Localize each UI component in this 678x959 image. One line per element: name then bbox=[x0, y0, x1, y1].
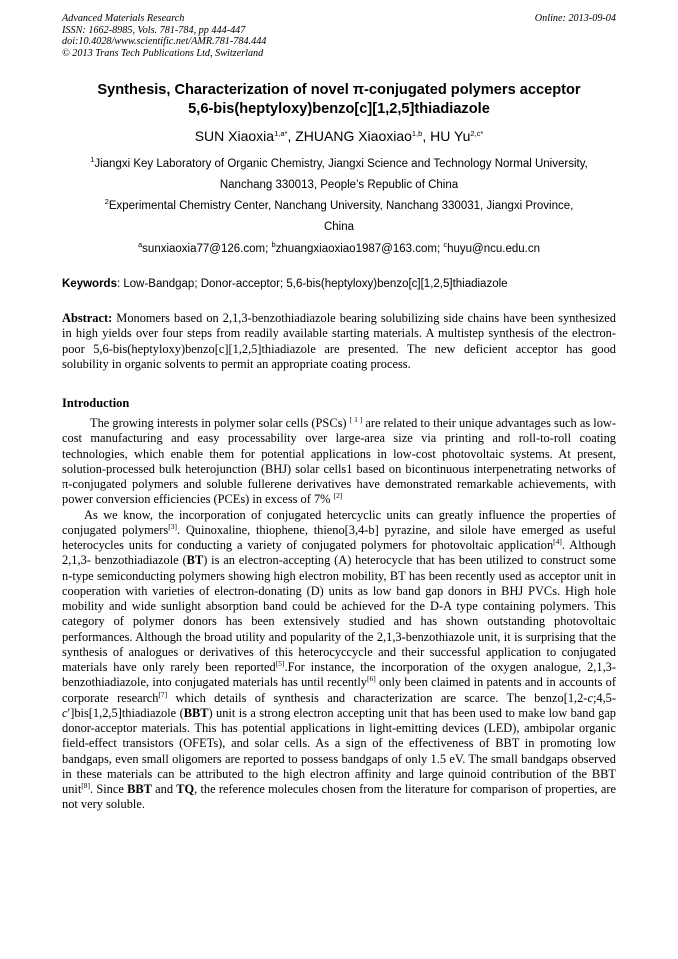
citation: [5] bbox=[275, 659, 285, 668]
compound-abbrev: BBT bbox=[127, 782, 152, 796]
affiliation-2-line-1 bbox=[62, 197, 616, 212]
abstract-label: Abstract: bbox=[62, 311, 113, 325]
title-line-2: 5,6-bis(heptyloxy)benzo[c][1,2,5]thiadiazole bbox=[188, 101, 490, 117]
journal-header bbox=[62, 13, 616, 59]
paper-title bbox=[62, 81, 616, 119]
email-address[interactable]: sunxiaoxia77@126.com; bbox=[142, 243, 272, 255]
online-date: Online: 2013-09-04 bbox=[534, 13, 616, 24]
paragraph: The growing interests in polymer solar cells (PSCs) [ 1 ] are related to their unique advantages such as low-cost manufacturing and easy processability over large-area size via printing and roll-to-roll coating technologies, which enable them for potential applications in low-cost photovoltaic systems. At present, solution-processed bulk heterojunction (BHJ) solar cells1 based on bicontinuous interpenetrating networks of π-conjugated polymers and soluble fullerene derivatives have demonstrated remarkable achievements, with power conversion efficiencies (PCEs) in excess of 7% [2] bbox=[62, 415, 616, 507]
email-mark: c bbox=[443, 240, 448, 249]
citation: [ 1 ] bbox=[349, 415, 363, 424]
email-mark: b bbox=[271, 240, 276, 249]
affiliation-1-line-1 bbox=[62, 155, 616, 170]
paragraph: As we know, the incorporation of conjugated hetercyclic units can greatly influence the properties of conjugated polymers[3]. Quinoxaline, thiophene, thieno[3,4-b] pyrazine, and silole have emerged as useful heterocycles units for conducting a variety of conjugated polymers for photovoltaic application[4]. Although 2,1,3- benzothiadiazole (BT) is an electron-accepting (A) heterocycle that has been utilized to construct some n-type semiconducting polymers showing high electron mobility, BT has been recently used as acceptor unit in cooperation with varieties of electron-donating (D) units as low band gap donors in BHJ PVCs. High hole mobility and wide sunlight absorption band could be achieved for the D-A type containing polymers. This category of polymer donors has been extensively studied and has shown outstanding photovoltaic performances. Although the broad utility and popularity of the 2,1,3-benzothiazole unit, it is surprising that the synthesis of analogues or derivatives of this heterocyccycle and their successful application to conjugated materials have only rarely been reported[5].For instance, the incorporation of the oxygen analogue, 2,1,3-benzothiadiazole, into conjugated materials has until recently[6] only been claimed in patents and in accounts of corporate research[7] which details of synthesis and characterization are scarce. The benzo[1,2-c;4,5-c′]bis[1,2,5]thiadiazole (BBT) unit is a strong electron accepting unit that has been used to make low band gap donor-acceptor materials. This has potential applications in light-emitting devices (LED), ambipolar organic field-effect transistors (OFETs), and solar cells. As a sign of the effectiveness of BBT in promoting low bandgaps, even small oligomers are reported to possess bandgaps of only 1.5 eV. The small bandgaps observed in these materials can be attributed to the high electron affinity and large quinoid contribution of the BBT unit[8]. Since BBT and TQ, the reference molecules chosen from the literature for comparison of properties, are not very soluble. bbox=[62, 507, 617, 812]
citation: [3] bbox=[168, 521, 177, 531]
keywords bbox=[62, 278, 616, 290]
affiliation-2-line-2: China bbox=[323, 221, 355, 233]
compound-abbrev: BT bbox=[186, 553, 204, 568]
citation: [8] bbox=[81, 781, 91, 790]
email-address[interactable]: zhuangxiaoxiao1987@163.com; bbox=[275, 243, 444, 255]
author-separator: , bbox=[287, 128, 296, 144]
email-address[interactable]: huyu@ncu.edu.cn bbox=[447, 243, 540, 255]
author-affiliation-mark: 1,a* bbox=[274, 129, 288, 138]
email-line bbox=[62, 240, 616, 255]
compound-abbrev: BBT bbox=[183, 705, 209, 720]
keywords-text: : Low-Bandgap; Donor-acceptor; 5,6-bis(heptyloxy)benzo[c][1,2,5]thiadiazole bbox=[116, 278, 508, 290]
citation: [2] bbox=[333, 491, 343, 501]
affiliation-mark: 2 bbox=[104, 197, 109, 206]
affiliation-mark: 1 bbox=[90, 155, 95, 164]
journal-doi: doi:10.4028/www.scientific.net/AMR.781-784.444 bbox=[62, 36, 267, 48]
author-name: HU Yu bbox=[430, 128, 471, 144]
journal-copyright: © 2013 Trans Tech Publications Ltd, Switzerland bbox=[62, 47, 264, 59]
keywords-label: Keywords bbox=[62, 278, 117, 290]
introduction-body bbox=[62, 416, 616, 813]
author-affiliation-mark: 2,c* bbox=[470, 129, 484, 138]
author-separator: , bbox=[422, 128, 431, 144]
journal-issn: ISSN: 1662-8985, Vols. 781-784, pp 444-447 bbox=[62, 24, 246, 36]
section-heading-introduction: Introduction bbox=[62, 396, 130, 410]
affiliation-1-line-2: Nanchang 330013, People’s Republic of China bbox=[219, 179, 459, 191]
author-name: ZHUANG Xiaoxiao bbox=[295, 128, 412, 144]
title-line-1: Synthesis, Characterization of novel π-conjugated polymers acceptor bbox=[97, 82, 581, 98]
journal-name: Advanced Materials Research bbox=[62, 13, 185, 24]
abstract-text: Monomers based on 2,1,3-benzothiadiazole bearing solubilizing side chains have been synthesized in high yields over four steps from readily available starting materials. A multistep synthesis of the electron-poor 5,6-bis(heptyloxy)benzo[c][1,2,5]thiadiazole are presented. The new deficient acceptor has good solubility in organic solvents to permit an appropriate coating process. bbox=[62, 311, 616, 371]
affiliation-text: Jiangxi Key Laboratory of Organic Chemistry, Jiangxi Science and Technology Normal University, bbox=[94, 158, 588, 170]
author-list bbox=[62, 128, 616, 144]
compound-abbrev: TQ bbox=[176, 782, 195, 796]
citation: [7] bbox=[158, 689, 168, 699]
email-mark: a bbox=[138, 240, 143, 249]
author-name: SUN Xiaoxia bbox=[194, 128, 275, 144]
author-affiliation-mark: 1,b bbox=[411, 129, 423, 138]
citation: [6] bbox=[367, 674, 376, 684]
abstract bbox=[62, 311, 616, 372]
citation: [4] bbox=[553, 537, 562, 546]
affiliation-text: Experimental Chemistry Center, Nanchang University, Nanchang 330031, Jiangxi Province, bbox=[108, 200, 574, 212]
